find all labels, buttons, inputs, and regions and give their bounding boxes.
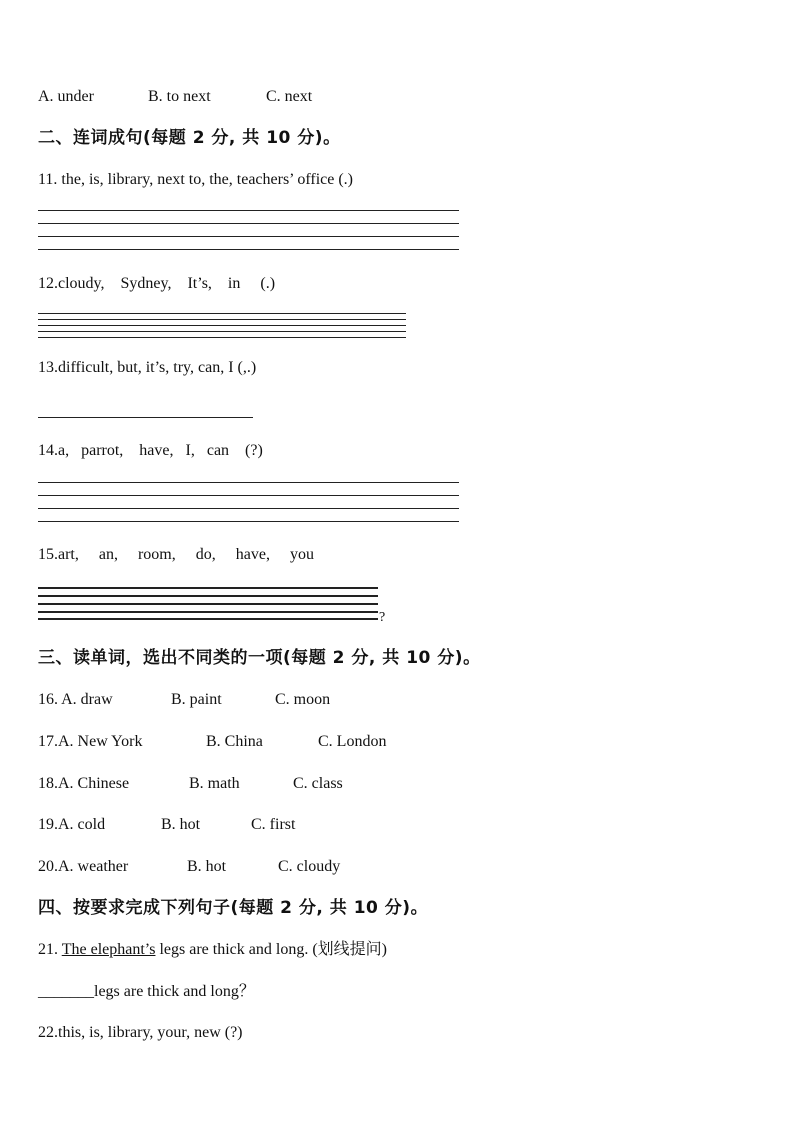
q18-option-a: 18.A. Chinese [38,775,130,792]
q15-answer-line[interactable] [38,587,378,589]
section3-heading: 三、读单词，选出不同类的一项(每题 2 分, 共 10 分)。 [38,648,481,668]
q10-option-a: A. under [38,88,94,105]
q11-answer-line[interactable] [38,210,459,211]
q12-answer-line[interactable] [38,331,406,332]
q19-option-a: 19.A. cold [38,816,106,833]
q18-option-c: C. class [293,775,343,792]
q16-option-a: 16. A. draw [38,691,113,708]
q15-answer-line[interactable] [38,611,378,613]
q19-option-c: C. first [251,816,296,833]
q14-answer-line[interactable] [38,508,459,509]
q13-answer-line[interactable] [38,417,253,418]
q12-answer-line[interactable] [38,313,406,314]
q20-option-a: 20.A. weather [38,858,129,875]
q11-prompt: 11. the, is, library, next to, the, teachers’ office (.) [38,171,353,188]
q12-prompt: 12.cloudy, Sydney, It’s, in (.) [38,275,276,292]
q21-number: 21. [38,941,62,958]
q15-answer-line[interactable] [38,603,378,605]
q21-underlined-phrase: The elephant’s [61,941,156,958]
q11-answer-line[interactable] [38,236,459,237]
q21-prompt-rest: legs are thick and long. (划线提问) [155,941,387,958]
q14-answer-line[interactable] [38,482,459,483]
q19-option-b: B. hot [161,816,201,833]
q10-option-b: B. to next [148,88,211,105]
q15-answer-line[interactable] [38,618,378,620]
q12-answer-line[interactable] [38,337,406,338]
section4-heading: 四、按要求完成下列句子(每题 2 分, 共 10 分)。 [38,898,429,918]
q10-option-c: C. next [266,88,313,105]
q14-answer-line[interactable] [38,495,459,496]
q17-option-b: B. China [206,733,263,750]
q16-option-b: B. paint [171,691,222,708]
q12-answer-line[interactable] [38,319,406,320]
q16-option-c: C. moon [275,691,331,708]
q14-answer-line[interactable] [38,521,459,522]
q15-question-mark: ? [379,610,386,625]
q12-answer-line[interactable] [38,325,406,326]
q21-answer[interactable]: _______legs are thick and long？ [38,983,255,1000]
q13-prompt: 13.difficult, but, it’s, try, can, I (,.) [38,359,257,376]
q11-answer-line[interactable] [38,223,459,224]
q14-prompt: 14.a, parrot, have, I, can (?) [38,442,263,459]
section2-heading: 二、连词成句(每题 2 分, 共 10 分)。 [38,128,341,148]
q15-answer-line[interactable] [38,595,378,597]
q20-option-c: C. cloudy [278,858,341,875]
q17-option-c: C. London [318,733,387,750]
q21-prompt [38,940,387,960]
q15-prompt: 15.art, an, room, do, have, you [38,546,314,563]
q22-prompt: 22.this, is, library, your, new (?) [38,1024,243,1041]
q20-option-b: B. hot [187,858,227,875]
q17-option-a: 17.A. New York [38,733,143,750]
q11-answer-line[interactable] [38,249,459,250]
q18-option-b: B. math [189,775,240,792]
